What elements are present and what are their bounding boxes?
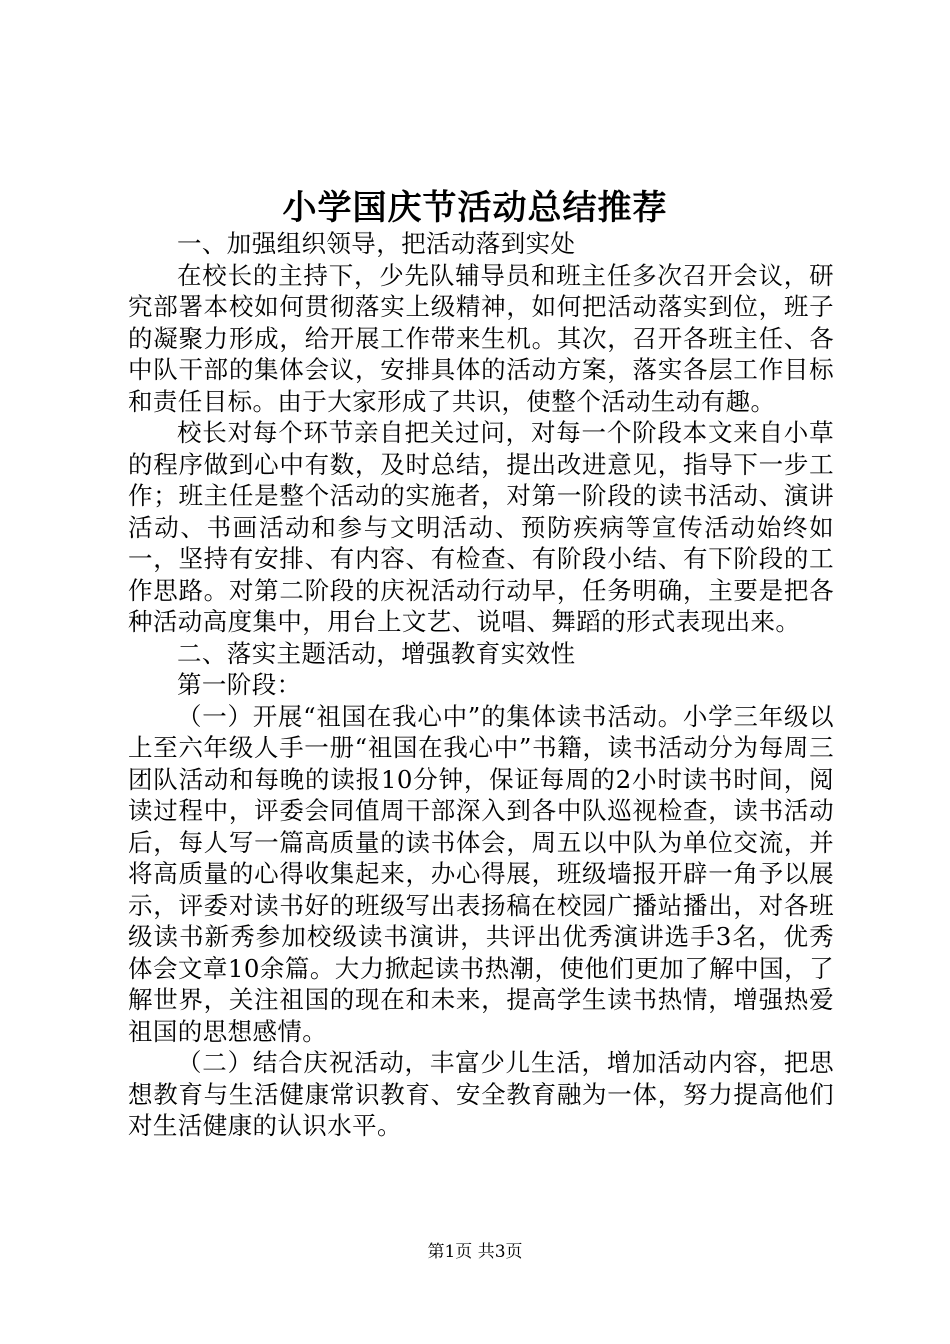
document-title: 小学国庆节活动总结推荐 xyxy=(282,188,668,228)
document-body xyxy=(128,228,834,1142)
section-heading-2: 二、落实主题活动，增强教育实效性 xyxy=(177,638,576,668)
page-footer: 第1页 共3页 xyxy=(427,1242,523,1262)
paragraph-4: （二）结合庆祝活动，丰富少儿生活，增加活动内容，把思想教育与生活健康常识教育、安全教育融为一体，努力提高他们对生活健康的认识水平。 xyxy=(128,1048,834,1140)
paragraph-2: 校长对每个环节亲自把关过问，对每一个阶段本文来自小草的程序做到心中有数，及时总结，提出改进意见，指导下一步工作；班主任是整个活动的实施者，对第一阶段的读书活动、演讲活动、书画活动和参与文明活动、预防疾病等宣传活动始终如一，坚持有安排、有内容、有检查、有阶段小结、有下阶段的工作思路。对第二阶段的庆祝活动行动早，任务明确，主要是把各种活动高度集中，用台上文艺、说唱、舞蹈的形式表现出来。 xyxy=(128,418,834,636)
stage-heading: 第一阶段： xyxy=(177,670,302,699)
paragraph-1: 在校长的主持下，少先队辅导员和班主任多次召开会议，研究部署本校如何贯彻落实上级精神，如何把活动落实到位，班子的凝聚力形成，给开展工作带来生机。其次，召开各班主任、各中队干部的集体会议，安排具体的活动方案，落实各层工作目标和责任目标。由于大家形成了共识，使整个活动生动有趣。 xyxy=(128,260,834,416)
section-heading-1: 一、加强组织领导，把活动落到实处 xyxy=(177,229,576,258)
paragraph-3: （一）开展“祖国在我心中”的集体读书活动。小学三年级以上至六年级人手一册“祖国在我心中”书籍，读书活动分为每周三团队活动和每晚的读报10分钟，保证每周的2小时读书时间，阅读过程中，评委会同值周干部深入到各中队巡视检查，读书活动后，每人写一篇高质量的读书体会，周五以中队为单位交流，并将高质量的心得收集起来，办心得展，班级墙报开辟一角予以展示，评委对读书好的班级写出表扬稿在校园广播站播出，对各班级读书新秀参加校级读书演讲，共评出优秀演讲选手3名，优秀体会文章10余篇。大力掀起读书热潮，使他们更加了解中国，了解世界，关注祖国的现在和未来，提高学生读书热情，增强热爱祖国的思想感情。 xyxy=(128,701,834,1046)
